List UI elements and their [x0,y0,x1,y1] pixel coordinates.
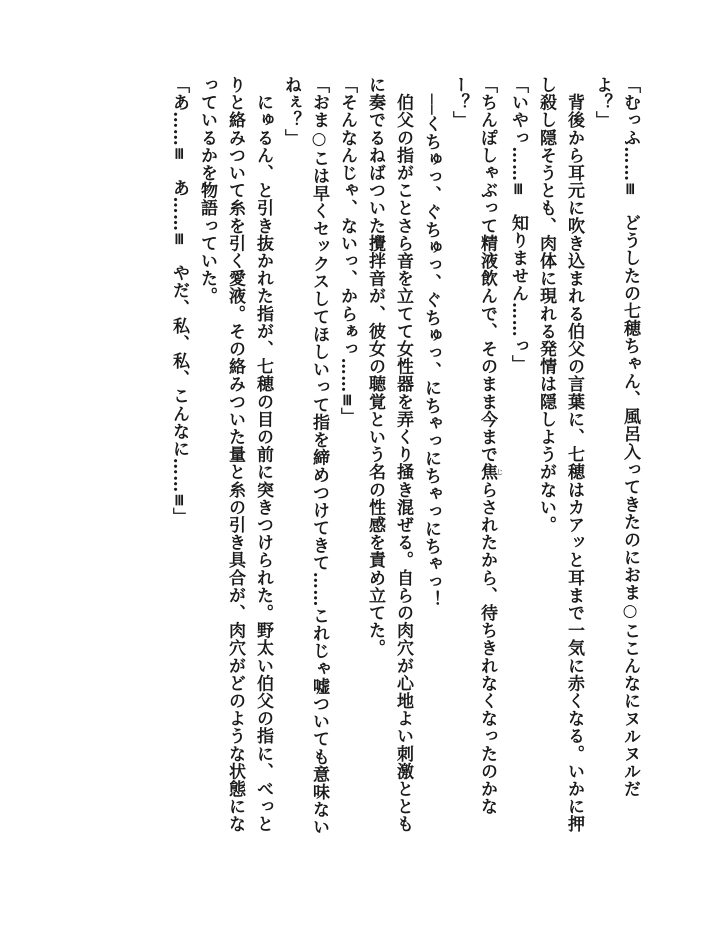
text-line: っているかを物語っていた。 [197,76,217,305]
ruby-reading: じ [496,463,504,481]
text-line: ー？」 [449,76,469,129]
text-line: ──くちゅっ、ぐちゅっ、ぐちゅっ、にちゃっにちゃっにちゃっ！ [421,76,441,609]
ruby-annotation: 焦 じ [477,463,504,481]
text-line: りと絡みついて糸を引く愛液。その絡みついた量と糸の引き具合が、肉穴がどのような状態にな [225,76,245,833]
text-line-with-ruby: 「ちんぽしゃぶって精液飲んで、そのまま今まで焦 じらされたから、待ちきれなくなったのかな [477,76,504,816]
text-line: 「むっふ……≡ どうしたの七穂ちゃん、風呂入ってきたのにおま○ここんなにヌルヌルだ [620,76,640,798]
text-line: 背後から耳元に吹き込まれる伯父の言葉に、七穂はカアッと耳まで一気に赤くなる。いかに押 [564,76,584,833]
text-line: ねぇ？」 [281,76,301,147]
text-line: よ？」 [592,76,612,129]
text-line: に奏でるねばついた攪拌音が、彼女の聴覚という名の性感を責め立てた。 [365,76,385,657]
text-line: 「おま○こは早くセックスしてほしいって指を締めつけてきて……これじゃ嘘ついても意味ない [309,76,329,836]
text-line: 「いやっ……≡ 知りません……っ」 [508,76,528,373]
vertical-text-body [64,76,644,876]
text-line: にゅるん、と引き抜かれた指が、七穂の目の前に突きつけられた。野太い伯父の指に、べっと [253,76,273,833]
text-line: 「あ……≡ あ……≡ やだ、私、私、こんなに……≡」 [169,76,189,526]
text-line: 伯父の指がことさら音を立てて女性器を弄くり掻き混ぜる。自らの肉穴が心地よい刺激ととも [393,76,413,833]
text-line: 「そんなんじゃ、ないっ、からぁっ……≡」 [337,76,357,426]
text-line: し殺し隠そうとも、肉体に現れる発情は隠しようがない。 [536,76,556,534]
